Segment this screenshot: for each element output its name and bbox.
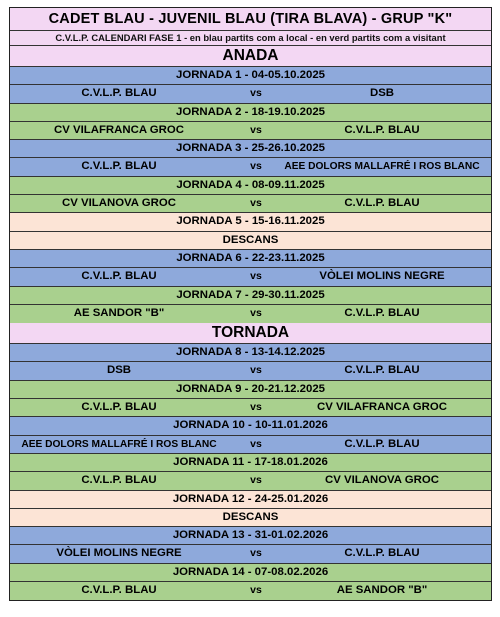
phase-header-anada: ANADA: [10, 46, 491, 67]
jornada-row: JORNADA 2 - 18-19.10.2025: [10, 104, 491, 122]
away-team: CV VILAFRANCA GROC: [317, 401, 447, 414]
away-team: C.V.L.P. BLAU: [344, 364, 420, 377]
jornada-row: JORNADA 11 - 17-18.01.2026: [10, 454, 491, 472]
match-row: [10, 436, 491, 454]
away-team: C.V.L.P. BLAU: [344, 437, 420, 450]
vs-label: vs: [250, 401, 262, 414]
vs-label: vs: [250, 270, 262, 283]
vs-label: vs: [250, 197, 262, 210]
match-row: [10, 158, 491, 176]
match-row: [10, 545, 491, 563]
jornada-row: JORNADA 6 - 22-23.11.2025: [10, 250, 491, 268]
rest-row: DESCANS: [10, 509, 491, 527]
home-team: C.V.L.P. BLAU: [81, 160, 157, 173]
away-team: DSB: [369, 87, 395, 100]
match-row: [10, 195, 491, 213]
away-team: C.V.L.P. BLAU: [344, 547, 420, 560]
home-team: CV VILANOVA GROC: [62, 197, 176, 210]
vs-label: vs: [250, 160, 262, 173]
jornada-row: JORNADA 10 - 10-11.01.2026: [10, 417, 491, 435]
jornada-row: JORNADA 14 - 07-08.02.2026: [10, 564, 491, 582]
tornada-section: [10, 344, 491, 600]
jornada-row: JORNADA 7 - 29-30.11.2025: [10, 287, 491, 305]
away-team: C.V.L.P. BLAU: [344, 123, 420, 136]
home-team: AE SANDOR "B": [73, 306, 165, 319]
away-team: C.V.L.P. BLAU: [344, 306, 420, 319]
calendar-subtitle: C.V.L.P. CALENDARI FASE 1 - en blau partits com a local - en verd partits com a visitant: [10, 31, 491, 46]
vs-label: vs: [250, 306, 262, 319]
away-team: C.V.L.P. BLAU: [344, 197, 420, 210]
home-team: DSB: [106, 364, 132, 377]
home-team: VÒLEI MOLINS NEGRE: [56, 547, 182, 560]
jornada-row: JORNADA 12 - 24-25.01.2026: [10, 491, 491, 509]
vs-label: vs: [250, 87, 262, 100]
rest-row: DESCANS: [10, 232, 491, 250]
vs-label: vs: [250, 547, 262, 560]
home-team: C.V.L.P. BLAU: [81, 474, 157, 487]
jornada-row: JORNADA 1 - 04-05.10.2025: [10, 67, 491, 85]
match-row: [10, 268, 491, 286]
calendar-sheet: [9, 7, 492, 601]
calendar-title: CADET BLAU - JUVENIL BLAU (TIRA BLAVA) - GRUP "K": [10, 8, 491, 31]
match-row: [10, 122, 491, 140]
match-row: [10, 472, 491, 490]
home-team: AEE DOLORS MALLAFRÉ I ROS BLANC: [21, 438, 217, 450]
home-team: C.V.L.P. BLAU: [81, 270, 157, 283]
away-team: CV VILANOVA GROC: [325, 474, 439, 487]
away-team: VÒLEI MOLINS NEGRE: [319, 270, 445, 283]
anada-section: [10, 67, 491, 323]
vs-label: vs: [250, 584, 262, 597]
match-row: [10, 362, 491, 380]
jornada-row: JORNADA 3 - 25-26.10.2025: [10, 140, 491, 158]
home-team: C.V.L.P. BLAU: [81, 87, 157, 100]
home-team: CV VILAFRANCA GROC: [54, 123, 184, 136]
phase-header-tornada: TORNADA: [10, 323, 491, 344]
away-team: AEE DOLORS MALLAFRÉ I ROS BLANC: [284, 161, 480, 173]
jornada-row: JORNADA 4 - 08-09.11.2025: [10, 177, 491, 195]
jornada-row: JORNADA 8 - 13-14.12.2025: [10, 344, 491, 362]
home-team: C.V.L.P. BLAU: [81, 584, 157, 597]
match-row: [10, 399, 491, 417]
vs-label: vs: [250, 364, 262, 377]
jornada-row: JORNADA 13 - 31-01.02.2026: [10, 527, 491, 545]
jornada-row: JORNADA 5 - 15-16.11.2025: [10, 213, 491, 231]
vs-label: vs: [250, 474, 262, 487]
away-team: AE SANDOR "B": [336, 584, 428, 597]
match-row: [10, 305, 491, 323]
match-row: [10, 582, 491, 600]
jornada-row: JORNADA 9 - 20-21.12.2025: [10, 381, 491, 399]
home-team: C.V.L.P. BLAU: [81, 401, 157, 414]
match-row: [10, 85, 491, 103]
vs-label: vs: [250, 123, 262, 136]
vs-label: vs: [250, 437, 262, 450]
